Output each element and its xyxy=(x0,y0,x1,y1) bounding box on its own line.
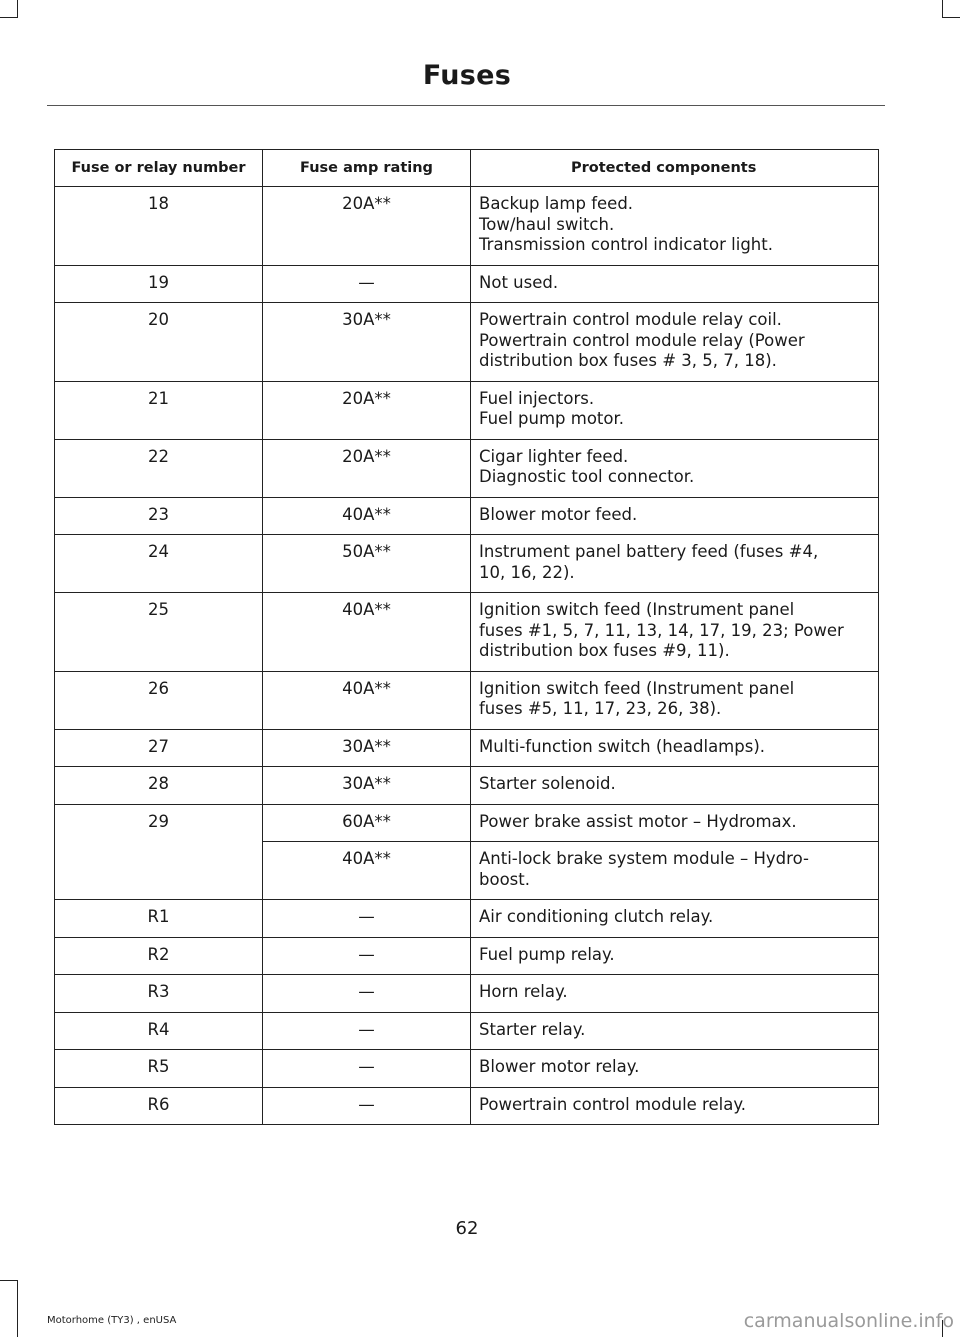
protected-components xyxy=(471,767,879,805)
protected-components xyxy=(471,842,879,900)
column-header-components: Protected components xyxy=(471,150,879,187)
component-line: Starter solenoid. xyxy=(479,774,616,793)
crop-mark xyxy=(942,0,943,18)
component-line: Powertrain control module relay. xyxy=(479,1094,746,1114)
table-row xyxy=(55,671,879,729)
table-row xyxy=(55,937,879,975)
component-line: distribution box fuses #9, 11). xyxy=(479,641,730,660)
fuse-table xyxy=(54,149,879,1125)
protected-components xyxy=(471,804,879,842)
protected-components xyxy=(471,729,879,767)
fuse-amp-rating: 40A** xyxy=(263,497,471,535)
table-row xyxy=(55,187,879,266)
fuse-number: 22 xyxy=(55,439,263,497)
fuse-number: R6 xyxy=(55,1087,263,1125)
component-line: fuses #5, 11, 17, 23, 26, 38). xyxy=(479,699,722,718)
component-line: Diagnostic tool connector. xyxy=(479,467,695,486)
fuse-amp-rating: — xyxy=(263,975,471,1013)
fuse-amp-rating: — xyxy=(263,937,471,975)
protected-components xyxy=(471,1087,879,1125)
fuse-amp-rating: 30A** xyxy=(263,303,471,382)
page-title: Fuses xyxy=(422,60,512,91)
component-line: Fuel pump relay. xyxy=(479,944,615,964)
table-header-row xyxy=(55,150,879,187)
table-row xyxy=(55,1050,879,1088)
fuse-amp-rating: 40A** xyxy=(263,842,471,900)
component-line: Transmission control indicator light. xyxy=(479,235,773,254)
fuse-number: R1 xyxy=(55,900,263,938)
table-row xyxy=(55,535,879,593)
component-line: Starter relay. xyxy=(479,1019,586,1039)
protected-components xyxy=(471,497,879,535)
table-row xyxy=(55,265,879,303)
fuse-amp-rating: — xyxy=(263,1012,471,1050)
component-line: Blower motor relay. xyxy=(479,1057,640,1076)
table-row xyxy=(55,900,879,938)
table-row xyxy=(55,767,879,805)
fuse-number: 26 xyxy=(55,671,263,729)
component-line: Cigar lighter feed. xyxy=(479,446,629,466)
fuse-number: R5 xyxy=(55,1050,263,1088)
table-row xyxy=(55,303,879,382)
fuse-number: 18 xyxy=(55,187,263,266)
component-line: Ignition switch feed (Instrument panel xyxy=(479,678,795,698)
fuse-amp-rating: 40A** xyxy=(263,671,471,729)
fuse-amp-rating: — xyxy=(263,1050,471,1088)
fuse-amp-rating: 20A** xyxy=(263,381,471,439)
fuse-amp-rating: 40A** xyxy=(263,593,471,672)
protected-components xyxy=(471,265,879,303)
fuse-amp-rating: 30A** xyxy=(263,729,471,767)
table-row xyxy=(55,381,879,439)
protected-components xyxy=(471,593,879,672)
table-row xyxy=(55,1087,879,1125)
fuse-amp-rating: — xyxy=(263,1087,471,1125)
crop-mark xyxy=(0,17,18,18)
fuse-number: R3 xyxy=(55,975,263,1013)
fuse-number: 28 xyxy=(55,767,263,805)
component-line: 10, 16, 22). xyxy=(479,562,575,582)
component-line: Not used. xyxy=(479,272,559,292)
fuse-amp-rating: — xyxy=(263,265,471,303)
page-number: 62 xyxy=(455,1218,479,1239)
component-line: Instrument panel battery feed (fuses #4, xyxy=(479,542,819,561)
fuse-number: 29 xyxy=(55,804,263,900)
component-line: Air conditioning clutch relay. xyxy=(479,907,714,926)
fuse-amp-rating: 20A** xyxy=(263,439,471,497)
table-row xyxy=(55,729,879,767)
component-line: Horn relay. xyxy=(479,982,568,1001)
component-line: Fuel pump motor. xyxy=(479,409,624,428)
fuse-number: R2 xyxy=(55,937,263,975)
fuse-number: R4 xyxy=(55,1012,263,1050)
protected-components xyxy=(471,187,879,266)
table-row xyxy=(55,975,879,1013)
fuse-amp-rating: 20A** xyxy=(263,187,471,266)
fuse-number: 25 xyxy=(55,593,263,672)
protected-components xyxy=(471,439,879,497)
column-header-amp: Fuse amp rating xyxy=(263,150,471,187)
crop-mark xyxy=(0,1280,18,1281)
fuse-amp-rating: 30A** xyxy=(263,767,471,805)
crop-mark xyxy=(942,17,960,18)
protected-components xyxy=(471,671,879,729)
component-line: distribution box fuses # 3, 5, 7, 18). xyxy=(479,351,777,370)
table-row xyxy=(55,593,879,672)
table-row xyxy=(55,1012,879,1050)
component-line: Blower motor feed. xyxy=(479,504,638,524)
protected-components xyxy=(471,1012,879,1050)
fuse-amp-rating: 50A** xyxy=(263,535,471,593)
component-line: Ignition switch feed (Instrument panel xyxy=(479,600,795,619)
protected-components xyxy=(471,1050,879,1088)
table-body xyxy=(55,187,879,1125)
component-line: Powertrain control module relay coil. xyxy=(479,310,782,329)
fuse-number: 19 xyxy=(55,265,263,303)
footer-text: Motorhome (TY3) , enUSA xyxy=(47,1315,177,1326)
table-row xyxy=(55,804,879,842)
protected-components xyxy=(471,381,879,439)
component-line: Power brake assist motor – Hydromax. xyxy=(479,811,797,831)
protected-components xyxy=(471,937,879,975)
component-line: boost. xyxy=(479,869,530,889)
watermark: carmanualsonline.info xyxy=(743,1310,954,1332)
fuse-amp-rating: — xyxy=(263,900,471,938)
component-line: Fuel injectors. xyxy=(479,388,595,408)
protected-components xyxy=(471,535,879,593)
fuse-number: 24 xyxy=(55,535,263,593)
component-line: Multi-function switch (headlamps). xyxy=(479,736,766,756)
protected-components xyxy=(471,303,879,382)
fuse-number: 23 xyxy=(55,497,263,535)
component-line: Tow/haul switch. xyxy=(479,214,615,234)
title-divider xyxy=(47,105,885,106)
protected-components xyxy=(471,900,879,938)
column-header-number: Fuse or relay number xyxy=(55,150,263,187)
fuse-amp-rating: 60A** xyxy=(263,804,471,842)
table-row xyxy=(55,497,879,535)
component-line: Anti-lock brake system module – Hydro- xyxy=(479,849,809,868)
fuse-number: 27 xyxy=(55,729,263,767)
protected-components xyxy=(471,975,879,1013)
fuse-number: 20 xyxy=(55,303,263,382)
fuse-number: 21 xyxy=(55,381,263,439)
table-row xyxy=(55,439,879,497)
component-line: Powertrain control module relay (Power xyxy=(479,330,805,350)
component-line: fuses #1, 5, 7, 11, 13, 14, 17, 19, 23; Power xyxy=(479,620,844,640)
crop-mark xyxy=(17,1280,18,1337)
crop-mark xyxy=(17,0,18,18)
component-line: Backup lamp feed. xyxy=(479,194,634,213)
